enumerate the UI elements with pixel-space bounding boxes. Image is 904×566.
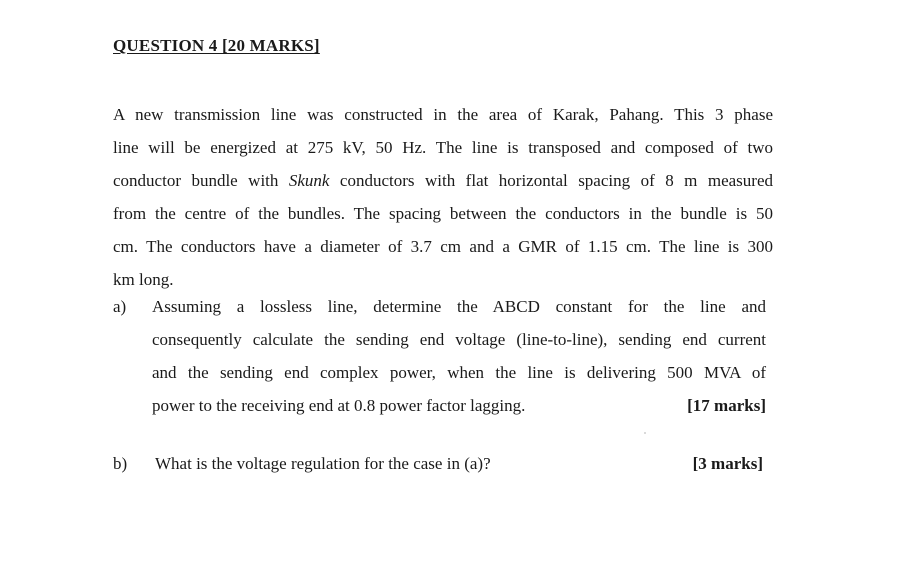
intro-line-6: km long.: [113, 270, 174, 289]
part-a-line-4-text: power to the receiving end at 0.8 power factor lagging.: [152, 396, 526, 415]
intro-line-3: [113, 164, 773, 197]
part-a-marks: [17 marks]: [687, 396, 766, 415]
part-a-line-2: consequently calculate the sending end voltage (line-to-line), sending end current: [152, 330, 766, 349]
question-intro: [113, 98, 773, 296]
intro-line-5: cm. The conductors have a diameter of 3.7 cm and a GMR of 1.15 cm. The line is 300: [113, 237, 773, 256]
part-a-line-3: and the sending end complex power, when the line is delivering 500 MVA of: [152, 363, 766, 382]
intro-line-1: A new transmission line was constructed in the area of Karak, Pahang. This 3 phase: [113, 105, 773, 124]
part-a-label: a): [113, 297, 127, 316]
intro-line-2: line will be energized at 275 kV, 50 Hz. The line is transposed and composed of two: [113, 138, 773, 157]
part-b-marks: [3 marks]: [692, 454, 763, 473]
part-a-body: [152, 290, 766, 422]
intro-line-3-end: conductors with flat horizontal spacing of 8 m measured: [329, 171, 774, 190]
part-b-text: What is the voltage regulation for the case in (a)?: [155, 454, 491, 473]
conductor-name: Skunk: [288, 171, 330, 190]
intro-line-3-start: conductor bundle with: [113, 171, 289, 190]
part-a-line-4: [152, 389, 766, 422]
part-a-line-1: Assuming a lossless line, determine the ABCD constant for the line and: [152, 297, 766, 316]
intro-line-4: from the centre of the bundles. The spacing between the conductors in the bundle is 50: [113, 204, 773, 223]
part-a: [113, 290, 773, 422]
scan-speck: [644, 432, 646, 434]
question-title: QUESTION 4 [20 MARKS]: [113, 36, 320, 55]
part-b-label: b): [113, 454, 128, 473]
